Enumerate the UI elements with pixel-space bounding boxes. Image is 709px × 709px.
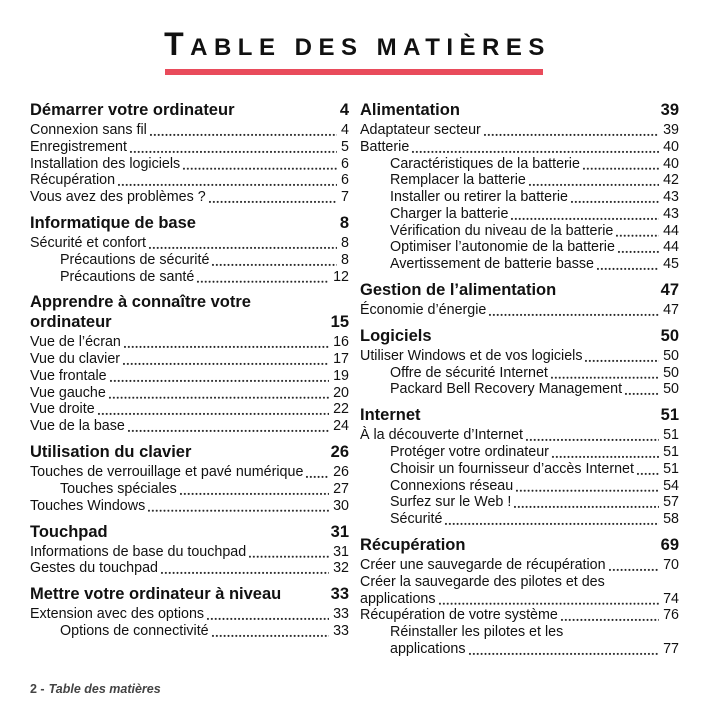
- toc-entry[interactable]: [30, 401, 349, 418]
- entry-label: Créer une sauvegarde de récupération: [360, 557, 606, 574]
- entry-label: Économie d’énergie: [360, 302, 487, 319]
- toc-sub-entry[interactable]: [360, 381, 679, 398]
- dot-leader: [305, 464, 329, 481]
- entry-page-number: 74: [663, 590, 679, 607]
- entry-line: [30, 544, 349, 561]
- toc-section-heading[interactable]: [360, 535, 679, 555]
- dot-leader: [196, 269, 329, 286]
- entry-page-number: 50: [663, 381, 679, 398]
- entry-label: Vous avez des problèmes ?: [30, 189, 206, 206]
- toc-sub-entry[interactable]: [30, 481, 349, 498]
- entry-label: Vue frontale: [30, 367, 107, 384]
- entry-line: [30, 122, 349, 139]
- dot-leader: [211, 623, 329, 640]
- heading-line: [360, 280, 679, 300]
- heading-spacer: [556, 280, 660, 300]
- entry-label: Protéger votre ordinateur: [390, 444, 549, 461]
- toc-column-right: [360, 100, 679, 658]
- toc-section: [30, 213, 349, 285]
- entry-label: Vue droite: [30, 401, 95, 418]
- toc-section-heading[interactable]: [30, 292, 349, 332]
- toc-section: [360, 326, 679, 398]
- heading-line: [30, 213, 349, 233]
- heading-label: Touchpad: [30, 522, 108, 541]
- heading-page-number: 4: [339, 101, 349, 119]
- toc-section-heading[interactable]: [360, 326, 679, 346]
- entry-label: Réinstaller les pilotes et les: [390, 624, 564, 641]
- toc-entry[interactable]: [30, 385, 349, 402]
- heading-spacer: [460, 100, 661, 120]
- heading-label: Gestion de l’alimentation: [360, 280, 557, 299]
- toc-section: [30, 100, 349, 206]
- toc-sub-entry[interactable]: [30, 252, 349, 269]
- entry-page-number: 43: [663, 189, 679, 206]
- entry-label: Offre de sécurité Internet: [390, 364, 548, 381]
- heading-label: Internet: [360, 406, 421, 425]
- toc-section-heading[interactable]: [30, 522, 349, 542]
- entry-line: [30, 156, 349, 173]
- entry-page-number: 30: [333, 497, 349, 514]
- entry-label: Caractéristiques de la batterie: [390, 155, 580, 172]
- toc-entry[interactable]: [30, 418, 349, 435]
- toc-entry[interactable]: [360, 557, 679, 574]
- heading-label: Démarrer votre ordinateur: [30, 101, 235, 119]
- entry-label: Touches spéciales: [60, 480, 177, 497]
- heading-label: ordinateur: [30, 313, 112, 332]
- entry-label: Touches de verrouillage et pavé numérique: [30, 464, 304, 481]
- entry-page-number: 32: [333, 560, 349, 577]
- entry-page-number: 27: [333, 480, 349, 497]
- toc-entry[interactable]: [30, 498, 349, 515]
- dot-leader: [208, 189, 337, 206]
- dot-leader: [211, 252, 337, 269]
- entry-line: [390, 189, 679, 206]
- entry-label: Vue de l’écran: [30, 334, 121, 351]
- entry-label: Touches Windows: [30, 497, 146, 514]
- entry-line: [30, 606, 349, 623]
- toc-section-heading[interactable]: [30, 213, 349, 233]
- entry-line: [60, 481, 349, 498]
- toc-entry[interactable]: [30, 606, 349, 623]
- heading-spacer: [281, 584, 330, 604]
- entry-label: Choisir un fournisseur d’accès Internet: [390, 460, 634, 477]
- dot-leader: [108, 385, 329, 402]
- entry-label: Connexion sans fil: [30, 122, 147, 139]
- toc-entry[interactable]: [360, 139, 679, 156]
- toc-entry[interactable]: [30, 189, 349, 206]
- entry-page-number: 50: [663, 347, 679, 364]
- entry-page-number: 12: [333, 268, 349, 285]
- heading-page-number: 15: [330, 313, 349, 332]
- heading-line: [360, 326, 679, 346]
- entry-line: [30, 464, 349, 481]
- dot-leader: [179, 481, 329, 498]
- toc-sub-entry[interactable]: [360, 511, 679, 528]
- entry-page-number: 77: [663, 640, 679, 657]
- heading-page-number: 8: [339, 213, 349, 232]
- entry-page-number: 17: [333, 351, 349, 368]
- dot-leader: [582, 156, 659, 173]
- dot-leader: [636, 461, 659, 478]
- entry-label: Options de connectivité: [60, 623, 209, 640]
- heading-spacer: [421, 405, 661, 425]
- entry-label: Sécurité: [390, 511, 443, 528]
- toc-entry[interactable]: [360, 427, 679, 444]
- dot-leader: [117, 172, 337, 189]
- heading-label: Informatique de base: [30, 213, 196, 232]
- toc-section-heading[interactable]: [360, 280, 679, 300]
- entry-label: Récupération: [30, 172, 116, 189]
- heading-page-number: 47: [660, 280, 679, 299]
- heading-spacer: [191, 442, 330, 462]
- entry-line: [30, 498, 349, 515]
- toc-section-heading[interactable]: [360, 405, 679, 425]
- entry-line: [360, 302, 679, 319]
- toc-sub-entry[interactable]: [360, 444, 679, 461]
- heading-page-number: 26: [330, 443, 349, 462]
- entry-line: [360, 427, 679, 444]
- entry-page-number: 16: [333, 334, 349, 351]
- dot-leader: [510, 206, 659, 223]
- entry-page-number: 58: [663, 511, 679, 528]
- entry-line: [390, 256, 679, 273]
- entry-page-number: 51: [663, 427, 679, 444]
- dot-leader: [513, 494, 659, 511]
- dot-leader: [248, 544, 329, 561]
- entry-line: [390, 239, 679, 256]
- toc-sub-entry[interactable]: [30, 269, 349, 286]
- toc-sub-entry[interactable]: [360, 223, 679, 240]
- toc-sub-entry[interactable]: [360, 256, 679, 273]
- dot-leader: [97, 401, 329, 418]
- toc-section-heading[interactable]: [30, 100, 349, 120]
- toc-entry[interactable]: [30, 139, 349, 156]
- dot-leader: [608, 557, 660, 574]
- entry-line: [390, 624, 679, 641]
- dot-leader: [551, 444, 659, 461]
- heading-line: [360, 405, 679, 425]
- entry-page-number: 22: [333, 401, 349, 418]
- heading-spacer: [235, 100, 340, 120]
- entry-label: Charger la batterie: [390, 205, 509, 222]
- dot-leader: [615, 223, 659, 240]
- entry-label: applications: [360, 590, 436, 607]
- entry-label: Précautions de santé: [60, 268, 195, 285]
- dot-leader: [468, 641, 660, 658]
- toc-entry[interactable]: [30, 156, 349, 173]
- entry-page-number: 26: [333, 464, 349, 481]
- entry-page-number: 44: [663, 222, 679, 239]
- toc-sub-entry[interactable]: [360, 478, 679, 495]
- toc-section-heading[interactable]: [360, 100, 679, 120]
- dot-leader: [617, 239, 659, 256]
- entry-line: [30, 334, 349, 351]
- entry-page-number: 43: [663, 205, 679, 222]
- entry-line: [390, 223, 679, 240]
- entry-label: Packard Bell Recovery Management: [390, 381, 623, 398]
- entry-label: Gestes du touchpad: [30, 560, 158, 577]
- toc-entry[interactable]: [30, 122, 349, 139]
- dot-leader: [570, 189, 659, 206]
- heading-line: [360, 100, 679, 120]
- toc-section: [360, 535, 679, 658]
- heading-line: [30, 292, 349, 312]
- entry-page-number: 19: [333, 367, 349, 384]
- dot-leader: [596, 256, 659, 273]
- entry-page-number: 70: [663, 557, 679, 574]
- entry-line: [30, 418, 349, 435]
- dot-leader: [488, 302, 659, 319]
- toc-entry[interactable]: [360, 574, 679, 608]
- entry-label: Utiliser Windows et de vos logiciels: [360, 347, 583, 364]
- toc-sub-entry[interactable]: [360, 461, 679, 478]
- entry-page-number: 50: [663, 364, 679, 381]
- heading-page-number: 39: [660, 101, 679, 119]
- entry-page-number: 54: [663, 477, 679, 494]
- toc-section: [30, 584, 349, 640]
- entry-line: [390, 172, 679, 189]
- toc-entry[interactable]: [30, 172, 349, 189]
- heading-line: [360, 535, 679, 555]
- dot-leader: [525, 427, 659, 444]
- dot-leader: [515, 478, 659, 495]
- page-title: TABLE DES MATIÈRES: [164, 26, 551, 62]
- dot-leader: [411, 139, 659, 156]
- heading-page-number: 51: [660, 406, 679, 425]
- entry-page-number: 6: [341, 172, 349, 189]
- entry-label: Connexions réseau: [390, 477, 514, 494]
- entry-line: [390, 381, 679, 398]
- entry-page-number: 7: [341, 189, 349, 206]
- footer-page-number: 2 -: [30, 682, 45, 696]
- entry-line: [30, 401, 349, 418]
- entry-line: [390, 206, 679, 223]
- entry-page-number: 42: [663, 172, 679, 189]
- entry-page-number: 33: [333, 606, 349, 623]
- page-footer: [30, 681, 161, 697]
- entry-line: [390, 156, 679, 173]
- entry-label: Extension avec des options: [30, 606, 205, 623]
- entry-page-number: 40: [663, 138, 679, 155]
- dot-leader: [560, 607, 659, 624]
- dot-leader: [122, 351, 329, 368]
- entry-label: Remplacer la batterie: [390, 172, 526, 189]
- entry-line: [390, 641, 679, 658]
- entry-line: [360, 348, 679, 365]
- toc-sub-entry[interactable]: [360, 172, 679, 189]
- heading-line: [30, 100, 349, 120]
- heading-spacer: [432, 326, 661, 346]
- entry-line: [60, 623, 349, 640]
- dot-leader: [148, 235, 337, 252]
- entry-line: [390, 461, 679, 478]
- toc-sub-entry[interactable]: [360, 239, 679, 256]
- heading-line: [30, 442, 349, 462]
- entry-line: [390, 444, 679, 461]
- dot-leader: [182, 156, 337, 173]
- entry-label: Récupération de votre système: [360, 607, 558, 624]
- heading-label: Logiciels: [360, 326, 432, 345]
- toc-section: [30, 442, 349, 514]
- heading-spacer: [112, 312, 331, 332]
- entry-page-number: 24: [333, 418, 349, 435]
- toc-column-left: [30, 100, 349, 640]
- toc-entry[interactable]: [360, 348, 679, 365]
- entry-label: Sécurité et confort: [30, 235, 147, 252]
- entry-page-number: 31: [333, 543, 349, 560]
- toc-sub-entry[interactable]: [360, 494, 679, 511]
- entry-label: Installation des logiciels: [30, 155, 181, 172]
- entry-label: À la découverte d’Internet: [360, 427, 523, 444]
- toc-sub-entry[interactable]: [360, 206, 679, 223]
- entry-page-number: 6: [341, 155, 349, 172]
- toc-section: [30, 522, 349, 578]
- entry-line: [390, 365, 679, 382]
- toc-sub-entry[interactable]: [30, 623, 349, 640]
- dot-leader: [109, 368, 330, 385]
- dot-leader: [584, 348, 659, 365]
- heading-label: Utilisation du clavier: [30, 443, 192, 462]
- toc-entry[interactable]: [30, 351, 349, 368]
- dot-leader: [160, 560, 329, 577]
- entry-line: [360, 607, 679, 624]
- toc-section: [360, 100, 679, 273]
- entry-page-number: 51: [663, 460, 679, 477]
- entry-page-number: 8: [341, 235, 349, 252]
- heading-spacer: [465, 535, 660, 555]
- entry-page-number: 33: [333, 623, 349, 640]
- entry-page-number: 57: [663, 494, 679, 511]
- entry-page-number: 40: [663, 155, 679, 172]
- entry-page-number: 5: [341, 138, 349, 155]
- entry-line: [390, 494, 679, 511]
- toc-sub-entry[interactable]: [360, 624, 679, 658]
- heading-line: [30, 312, 349, 332]
- entry-line: [30, 189, 349, 206]
- toc-sub-entry[interactable]: [360, 156, 679, 173]
- toc-entry[interactable]: [30, 560, 349, 577]
- entry-label: applications: [390, 640, 466, 657]
- toc-section: [30, 292, 349, 435]
- entry-line: [60, 269, 349, 286]
- entry-label: Vue du clavier: [30, 351, 121, 368]
- entry-label: Installer ou retirer la batterie: [390, 189, 568, 206]
- entry-label: Vue gauche: [30, 384, 106, 401]
- toc-entry[interactable]: [360, 302, 679, 319]
- heading-label: Mettre votre ordinateur à niveau: [30, 585, 282, 604]
- toc-section-heading[interactable]: [30, 584, 349, 604]
- entry-page-number: 20: [333, 384, 349, 401]
- entry-line: [30, 368, 349, 385]
- toc-entry[interactable]: [360, 122, 679, 139]
- entry-line: [60, 252, 349, 269]
- entry-label: Surfez sur le Web !: [390, 494, 512, 511]
- entry-page-number: 8: [341, 251, 349, 268]
- toc-sub-entry[interactable]: [360, 189, 679, 206]
- toc-section: [360, 280, 679, 319]
- entry-label: Optimiser l’autonomie de la batterie: [390, 239, 615, 256]
- entry-page-number: 51: [663, 444, 679, 461]
- heading-label: Alimentation: [360, 101, 460, 119]
- dot-leader: [206, 606, 329, 623]
- entry-line: [390, 511, 679, 528]
- entry-page-number: 4: [341, 122, 349, 139]
- heading-spacer: [196, 213, 340, 233]
- entry-label: Enregistrement: [30, 138, 127, 155]
- heading-label: Récupération: [360, 536, 466, 554]
- toc-section: [360, 405, 679, 528]
- entry-line: [360, 122, 679, 139]
- dot-leader: [528, 172, 659, 189]
- entry-page-number: 47: [663, 302, 679, 319]
- entry-line: [30, 385, 349, 402]
- toc-entry[interactable]: [30, 334, 349, 351]
- dot-leader: [483, 122, 659, 139]
- entry-label: Précautions de sécurité: [60, 251, 210, 268]
- heading-spacer: [108, 522, 331, 542]
- entry-line: [30, 235, 349, 252]
- heading-page-number: 69: [660, 536, 679, 554]
- entry-line: [30, 351, 349, 368]
- footer-title: Table des matières: [48, 682, 161, 696]
- entry-line: [360, 574, 679, 591]
- dot-leader: [129, 139, 337, 156]
- entry-label: Informations de base du touchpad: [30, 543, 247, 560]
- dot-leader: [149, 122, 337, 139]
- dot-leader: [127, 418, 329, 435]
- entry-line: [30, 139, 349, 156]
- entry-label: Vérification du niveau de la batterie: [390, 222, 614, 239]
- entry-page-number: 76: [663, 607, 679, 624]
- toc-entry[interactable]: [360, 607, 679, 624]
- entry-line: [390, 478, 679, 495]
- toc-section-heading[interactable]: [30, 442, 349, 462]
- dot-leader: [550, 365, 659, 382]
- entry-label: Adaptateur secteur: [360, 122, 481, 139]
- heading-page-number: 33: [330, 585, 349, 604]
- dot-leader: [147, 498, 329, 515]
- dot-leader: [123, 334, 329, 351]
- toc-sub-entry[interactable]: [360, 365, 679, 382]
- entry-line: [360, 557, 679, 574]
- toc-entry[interactable]: [30, 544, 349, 561]
- heading-page-number: 50: [660, 326, 679, 345]
- entry-page-number: 45: [663, 256, 679, 273]
- entry-line: [360, 591, 679, 608]
- heading-line: [30, 522, 349, 542]
- toc-entry[interactable]: [30, 464, 349, 481]
- entry-label: Batterie: [360, 138, 410, 155]
- dot-leader: [444, 511, 659, 528]
- entry-label: Créer la sauvegarde des pilotes et des: [360, 573, 605, 590]
- entry-line: [30, 560, 349, 577]
- toc-entry[interactable]: [30, 235, 349, 252]
- entry-line: [360, 139, 679, 156]
- dot-leader: [624, 381, 659, 398]
- heading-label: Apprendre à connaître votre: [30, 293, 251, 312]
- dot-leader: [438, 591, 660, 608]
- entry-page-number: 39: [663, 122, 679, 139]
- entry-label: Vue de la base: [30, 418, 125, 435]
- entry-page-number: 44: [663, 239, 679, 256]
- heading-page-number: 31: [330, 522, 349, 541]
- heading-line: [30, 584, 349, 604]
- entry-line: [30, 172, 349, 189]
- toc-entry[interactable]: [30, 368, 349, 385]
- entry-label: Avertissement de batterie basse: [390, 256, 594, 273]
- title-underline-rule: [165, 69, 543, 75]
